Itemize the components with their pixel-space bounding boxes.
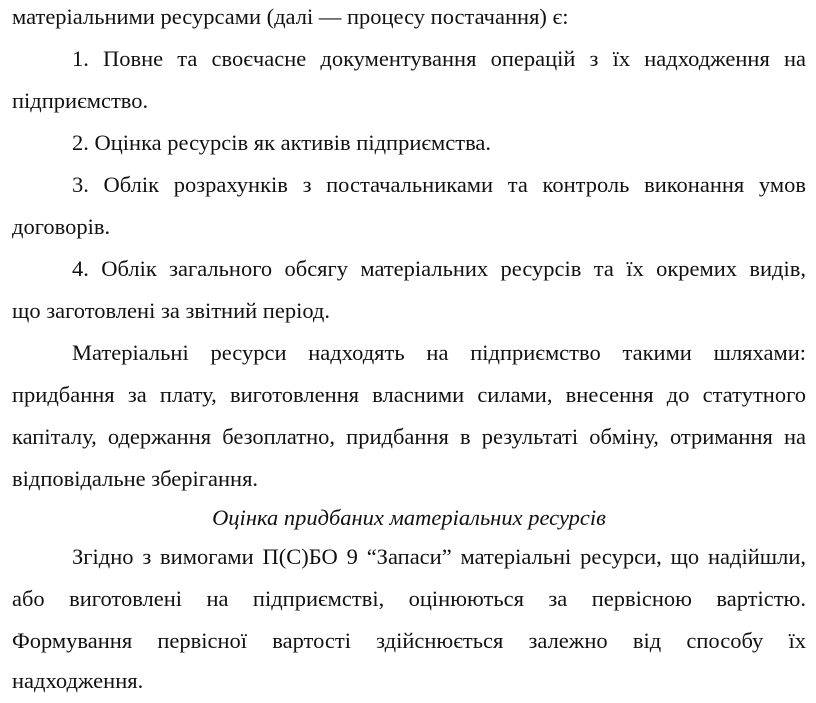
paragraph-line: Формування первісної вартості здійснюється залежно від способу їх <box>12 628 806 653</box>
text-line: матеріальними ресурсами (далі — процесу постачання) є: <box>12 4 569 29</box>
paragraph-line: надходження. <box>12 668 144 693</box>
section-heading: Оцінка придбаних матеріальних ресурсів <box>212 505 606 530</box>
paragraph-line: або виготовлені на підприємстві, оцінюються за первісною вартістю. <box>12 586 806 611</box>
paragraph-line: відповідальне зберігання. <box>12 466 259 491</box>
list-item-4: 4. Облік загального обсягу матеріальних ресурсів та їх окремих видів, <box>72 256 806 281</box>
paragraph-line: придбання за плату, виготовлення власними силами, внесення до статутного <box>12 382 806 407</box>
text-line: договорів. <box>12 214 111 239</box>
paragraph-line: капіталу, одержання безоплатно, придбання в результаті обміну, отримання на <box>12 424 806 449</box>
list-item-3: 3. Облік розрахунків з постачальниками та контроль виконання умов <box>72 172 806 197</box>
text-line: підприємство. <box>12 88 149 113</box>
list-item-2: 2. Оцінка ресурсів як активів підприємства. <box>72 130 492 155</box>
text-line: що заготовлені за звітний період. <box>12 298 330 323</box>
paragraph-line: Матеріальні ресурси надходять на підприємство такими шляхами: <box>72 340 806 365</box>
list-item-1: 1. Повне та своєчасне документування операцій з їх надходження на <box>72 46 806 71</box>
paragraph-line: Згідно з вимогами П(С)БО 9 “Запаси” матеріальні ресурси, що надійшли, <box>72 544 806 569</box>
